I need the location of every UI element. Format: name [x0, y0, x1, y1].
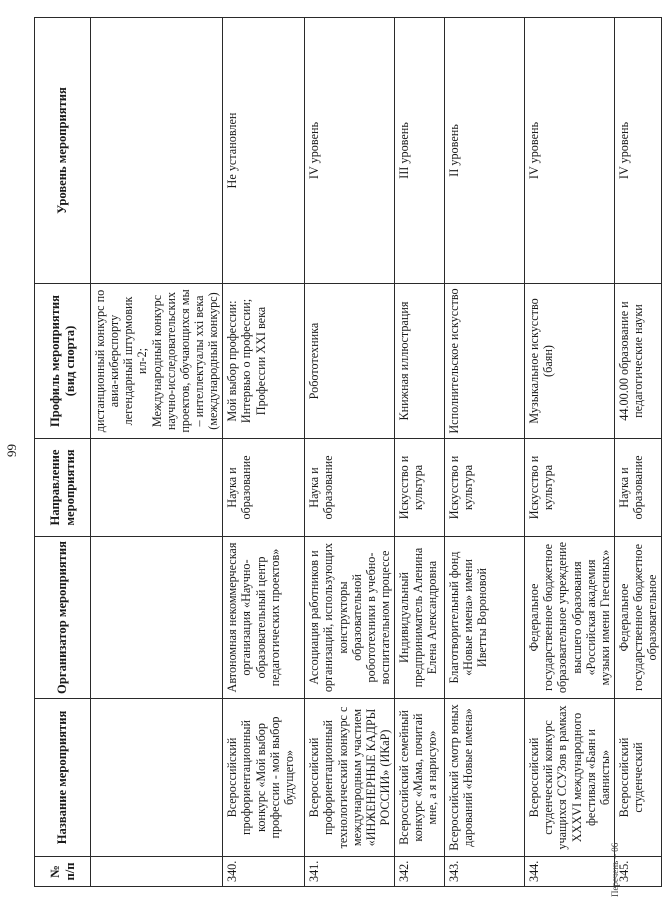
row-profile: Робототехника [305, 284, 395, 439]
events-table [34, 17, 662, 887]
continuation-row [91, 18, 223, 887]
cont-organizer [91, 537, 223, 699]
header-level: Уровень мероприятия [35, 18, 91, 284]
row-num: 340. [223, 857, 305, 887]
row-direction: Искусство и культура [395, 439, 445, 537]
table-header-row [35, 18, 91, 887]
row-level: IV уровень [525, 18, 615, 284]
row-name: Всероссийский студенческий [614, 699, 661, 857]
cont-profile [91, 284, 223, 439]
row-num: 342. [395, 857, 445, 887]
row-organizer: Ассоциация работников и организаций, использующих конструкторы образовательной робототехники в учебно-воспитательном процессе [305, 537, 395, 699]
header-profile: Профиль мероприятия (вид спорта) [35, 284, 91, 439]
row-organizer: Автономная некоммерческая организация «Научно-образовательный центр педагогических проектов» [223, 537, 305, 699]
row-level: Не установлен [223, 18, 305, 284]
row-name: Всероссийский семейный конкурс «Мама, почитай мне, а я нарисую» [395, 699, 445, 857]
cont-profile-line2: Международный конкурс научно-исследовательских проектов, обучающихся мы – интеллектуалы xxi века (международный конкурс) [149, 289, 221, 433]
row-organizer: Индивидуальный предприниматель Аленина Елена Александровна [395, 537, 445, 699]
row-direction: Искусство и культура [445, 439, 525, 537]
row-num: 341. [305, 857, 395, 887]
row-level: III уровень [395, 18, 445, 284]
row-name: Всероссийский профориентационный технологический конкурс с международным участием «ИНЖЕНЕРНЫЕ КАДРЫ РОССИИ» (ИКаР) [305, 699, 395, 857]
row-organizer: Благотворительный фонд «Новые имена» имени Иветты Вороновой [445, 537, 525, 699]
cont-direction [91, 439, 223, 537]
row-level: II уровень [445, 18, 525, 284]
row-profile: Музыкальное искусство (баян) [525, 284, 615, 439]
row-direction: Наука и образование [614, 439, 661, 537]
row-profile: Мой выбор профессии: Интервью о профессии; Профессии XXI века [223, 284, 305, 439]
header-num: № п/п [35, 857, 91, 887]
table-row [525, 18, 615, 887]
table-row [445, 18, 525, 887]
row-direction: Наука и образование [305, 439, 395, 537]
header-direction: Направление мероприятия [35, 439, 91, 537]
table-row [614, 18, 661, 887]
row-profile: Исполнительское искусство [445, 284, 525, 439]
row-num: 345. [614, 857, 661, 887]
cont-profile-line1: дистанционный конкурс по авиа-киберспорту легендарный штурмовик ил-2; [93, 289, 150, 433]
row-profile: 44.00.00 образование и педагогические науки [614, 284, 661, 439]
header-name: Название мероприятия [35, 699, 91, 857]
row-organizer: Федеральное государственное бюджетное образовательное учреждение высшего образования «Российская академия музыки имени Гнесиных» [525, 537, 615, 699]
footer-text: Перечень – 06 [610, 842, 620, 897]
row-level: IV уровень [305, 18, 395, 284]
row-direction: Искусство и культура [525, 439, 615, 537]
row-direction: Наука и образование [223, 439, 305, 537]
row-num: 344. [525, 857, 615, 887]
row-profile: Книжная иллюстрация [395, 284, 445, 439]
row-name: Всероссийский смотр юных дарований «Новые имена» [445, 699, 525, 857]
cont-name [91, 699, 223, 857]
cont-num [91, 857, 223, 887]
row-name: Всероссийский профориентационный конкурс «Мой выбор профессии - мой выбор будущего» [223, 699, 305, 857]
header-organizer: Организатор мероприятия [35, 537, 91, 699]
table-row [395, 18, 445, 887]
row-level: IV уровень [614, 18, 661, 284]
row-organizer: Федеральное государственное бюджетное образовательное [614, 537, 661, 699]
row-name: Всероссийский студенческий конкурс учащихся ССУЗов в рамках XXXVI международного фестиваля «Баян и баянисты» [525, 699, 615, 857]
table-row [305, 18, 395, 887]
page-number: 99 [4, 444, 19, 457]
row-num: 343. [445, 857, 525, 887]
cont-level [91, 18, 223, 284]
table-row [223, 18, 305, 887]
